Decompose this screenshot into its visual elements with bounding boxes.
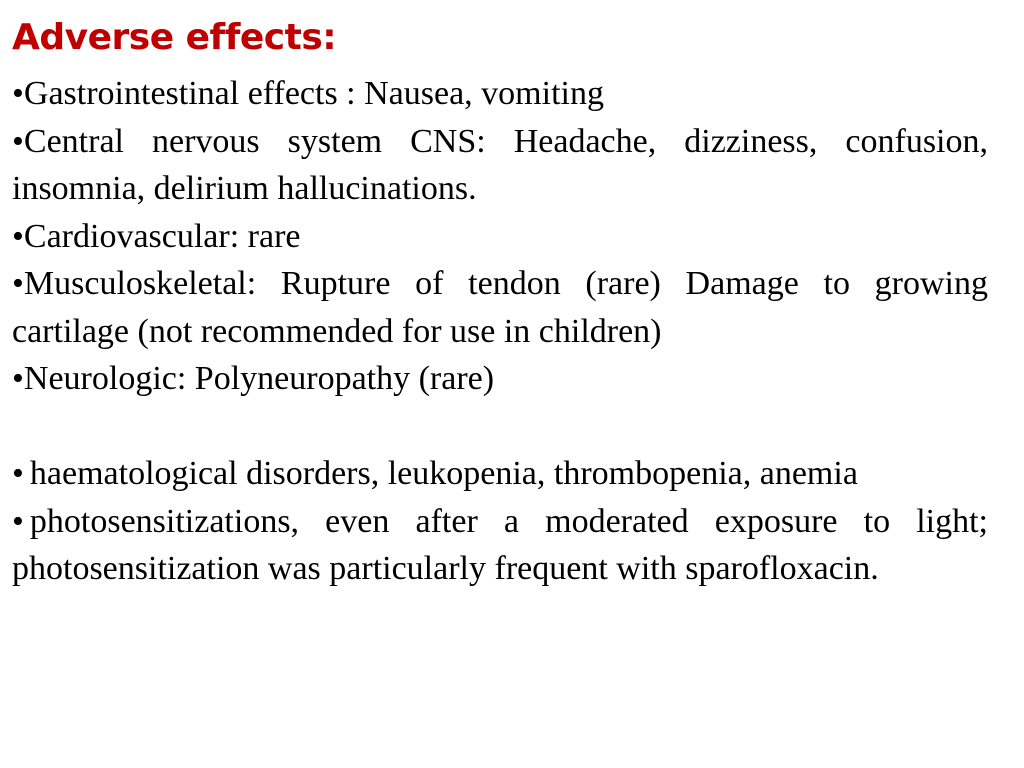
bullet-text: Central nervous system CNS: Headache, dizziness, confusion, insomnia, delirium hallucinations. <box>12 122 988 207</box>
bullet-list <box>12 70 988 593</box>
bullet-text: Musculoskeletal: Rupture of tendon (rare) Damage to growing cartilage (not recommended for use in children) <box>12 265 988 350</box>
bullet-item-gastrointestinal <box>12 70 988 118</box>
bullet-icon: • <box>12 217 24 255</box>
bullet-icon: • <box>12 360 24 397</box>
spacer <box>12 403 988 451</box>
bullet-text: Gastrointestinal effects : Nausea, vomiting <box>23 75 604 112</box>
bullet-icon: • <box>12 122 24 160</box>
bullet-item-cardiovascular <box>12 213 988 261</box>
bullet-icon: • <box>12 455 24 492</box>
bullet-item-musculoskeletal <box>12 260 988 355</box>
bullet-icon: • <box>12 502 24 540</box>
bullet-icon: • <box>12 75 24 112</box>
bullet-item-neurologic <box>12 355 988 403</box>
bullet-text: photosensitizations, even after a moderated exposure to light; photosensitization was particularly frequent with sparofloxacin. <box>12 502 988 587</box>
bullet-item-photosensitization <box>12 498 988 593</box>
bullet-text: haematological disorders, leukopenia, thrombopenia, anemia <box>29 455 858 492</box>
bullet-icon: • <box>12 265 24 302</box>
bullet-item-cns <box>12 118 988 213</box>
bullet-text: Neurologic: Polyneuropathy (rare) <box>23 360 495 397</box>
bullet-item-haematological <box>12 450 988 498</box>
bullet-text: Cardiovascular: rare <box>23 217 301 255</box>
slide-title: Adverse effects: <box>12 17 337 58</box>
